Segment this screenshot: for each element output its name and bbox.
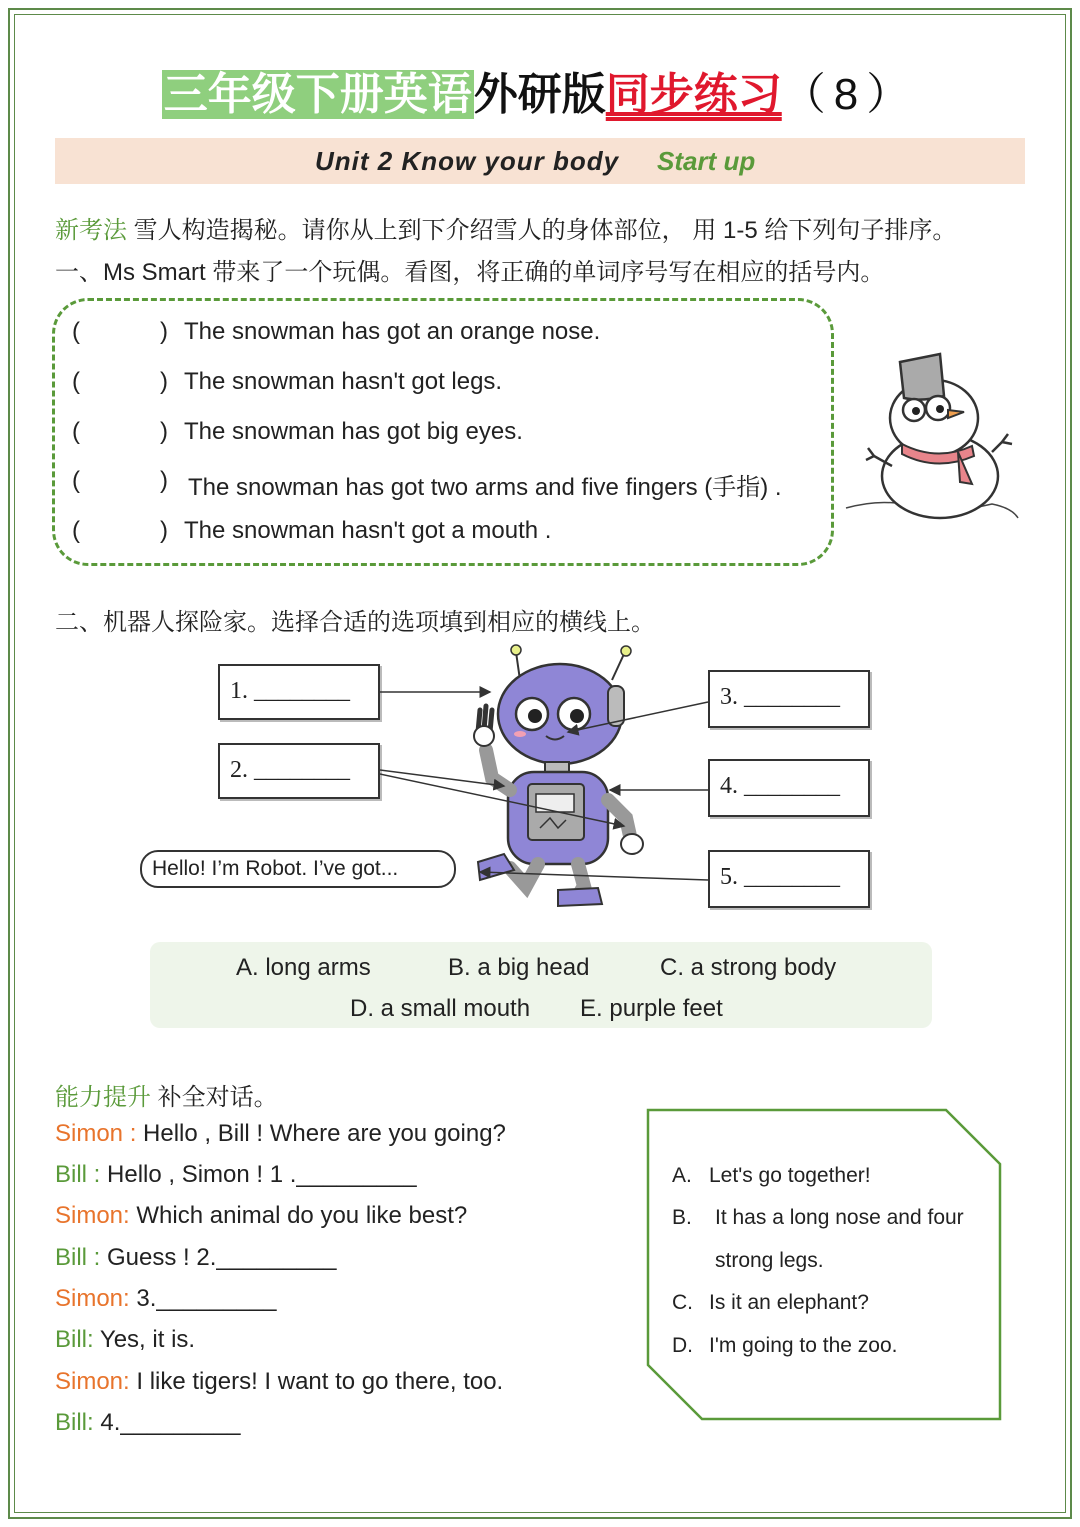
word-option-b: B. a big head [448, 954, 590, 981]
dialogue-text: 4._________ [93, 1409, 241, 1436]
dialogue-line [55, 1161, 417, 1189]
robot-answer-box-1[interactable]: 1. ________ [218, 664, 380, 720]
dialogue-line [55, 1120, 506, 1148]
dialogue-line [55, 1285, 277, 1313]
dialogue-option-d: D. I'm going to the zoo. [672, 1334, 898, 1357]
section3-tag: 能力提升 [55, 1084, 151, 1111]
unit-subtitle: Start up [657, 146, 756, 176]
word-option-a: A. long arms [236, 954, 371, 981]
dialogue-speaker: Simon: [55, 1368, 130, 1395]
sentence-text: The snowman hasn't got legs. [184, 368, 503, 395]
title-grade: 三年级下册英语 [163, 70, 472, 119]
unit-bar [55, 138, 1025, 184]
intro-tag: 新考法 [55, 217, 127, 244]
title-practice: 同步练习 [605, 70, 782, 119]
dialogue-speaker: Simon: [55, 1285, 130, 1312]
intro-text: 雪人构造揭秘。请你从上到下介绍雪人的身体部位， 用 1-5 给下列句子排序。 [133, 217, 957, 244]
robot-answer-box-4[interactable]: 4. ________ [708, 759, 870, 817]
robot-answer-box-3[interactable]: 3. ________ [708, 670, 870, 728]
sentence-text: The snowman hasn't got a mouth . [184, 517, 552, 544]
dialogue-option-a: A. Let's go together! [672, 1164, 871, 1187]
sentence-text: The snowman has got an orange nose. [184, 318, 601, 345]
sentence-text: The snowman has got two arms and five fingers (手指) . [188, 474, 782, 501]
section2-heading: 二、机器人探险家。选择合适的选项填到相应的横线上。 [55, 609, 655, 636]
section3-heading [55, 1077, 278, 1112]
robot-answer-box-2[interactable]: 2. ________ [218, 743, 380, 799]
snowman-illustration [842, 348, 1022, 524]
dialogue-option-b: B. It has a long nose and four [672, 1206, 964, 1229]
dialogue-speaker: Bill : [55, 1161, 101, 1188]
dialogue-line [55, 1326, 195, 1354]
dialogue-text: I like tigers! I want to go there, too. [129, 1368, 504, 1395]
section1-heading: 一、Ms Smart 带来了一个玩偶。看图，将正确的单词序号写在相应的括号内。 [55, 259, 885, 286]
dialogue-line [55, 1244, 337, 1272]
section3-instruction: 补全对话。 [157, 1084, 278, 1111]
robot-speech-bubble: Hello! I’m Robot. I’ve got... [140, 850, 456, 888]
dialogue-line [55, 1368, 503, 1396]
dialogue-speaker: Simon: [55, 1202, 130, 1229]
word-option-e: E. purple feet [580, 995, 723, 1022]
intro-line [55, 210, 956, 245]
dialogue-speaker: Simon : [55, 1120, 137, 1147]
title-number: （8） [781, 70, 919, 119]
dialogue-line [55, 1202, 467, 1230]
dialogue-line [55, 1409, 240, 1437]
dialogue-text: Yes, it is. [93, 1326, 196, 1353]
dialogue-text: 3._________ [129, 1285, 277, 1312]
title-edition: 外研版 [473, 70, 606, 119]
dialogue-options-box [646, 1108, 1004, 1422]
word-option-d: D. a small mouth [350, 995, 531, 1022]
dialogue-option-c: C. Is it an elephant? [672, 1291, 869, 1314]
unit-title: Unit 2 Know your body [315, 146, 620, 176]
robot-answer-box-5[interactable]: 5. ________ [708, 850, 870, 908]
dialogue-text: Hello , Simon ! 1 ._________ [100, 1161, 417, 1188]
dialogue-text: Hello , Bill ! Where are you going? [136, 1120, 506, 1147]
word-option-c: C. a strong body [660, 954, 837, 981]
dialogue-speaker: Bill : [55, 1244, 101, 1271]
dialogue-option-b-cont: strong legs. [715, 1249, 824, 1272]
page-title [0, 60, 1080, 130]
dialogue-speaker: Bill: [55, 1409, 94, 1436]
dialogue-text: Guess ! 2._________ [100, 1244, 337, 1271]
dialogue-text: Which animal do you like best? [129, 1202, 468, 1229]
dialogue-speaker: Bill: [55, 1326, 94, 1353]
sentence-text: The snowman has got big eyes. [184, 418, 523, 445]
